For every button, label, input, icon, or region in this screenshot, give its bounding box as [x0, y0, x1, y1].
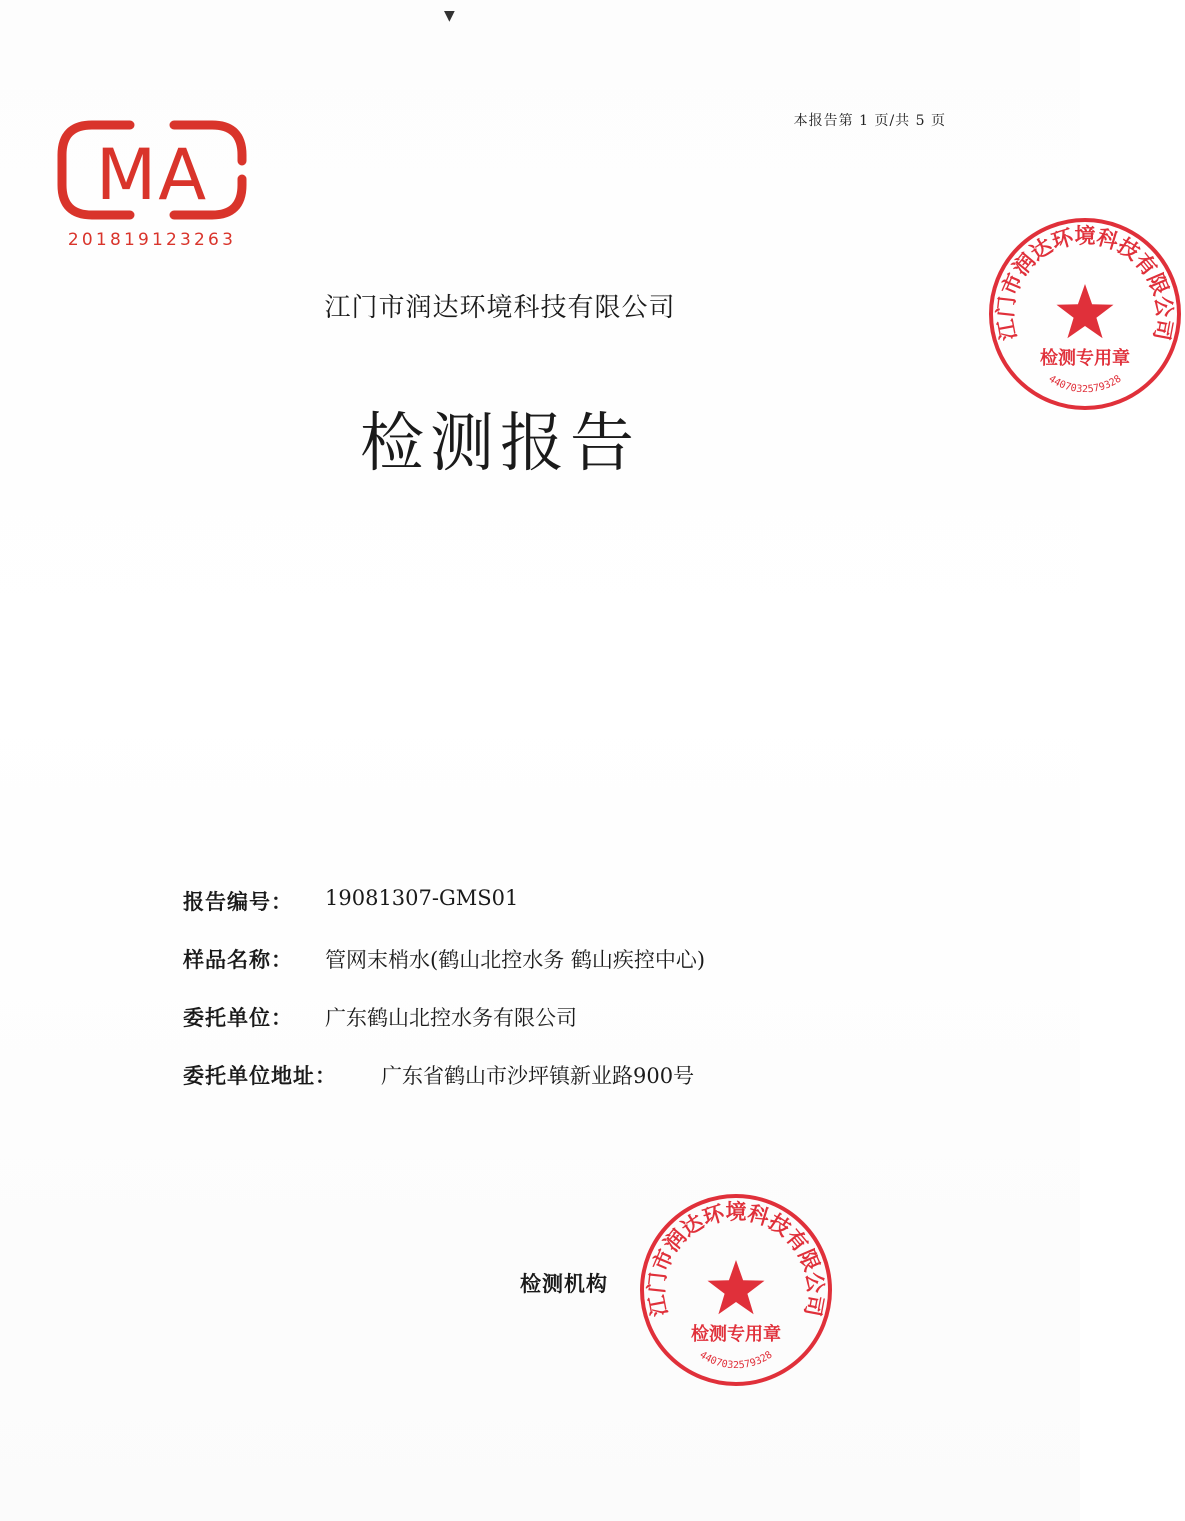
seal-number	[698, 1350, 775, 1372]
cma-number: 201819123263	[67, 230, 237, 250]
report-number-value: 19081307-GMS01	[325, 886, 519, 910]
edge-seal-stamp	[985, 214, 1185, 414]
edge-seal-number	[1047, 374, 1124, 396]
sample-name-value: 管网末梢水(鹤山北控水务 鹤山疾控中心)	[325, 948, 706, 972]
client-address-label: 委托单位地址：	[183, 1063, 337, 1088]
report-number-label: 报告编号：	[183, 889, 293, 914]
cma-logo-text: MA	[95, 134, 209, 216]
cma-logo	[52, 115, 252, 225]
client-value: 广东鹤山北控水务有限公司	[325, 1006, 577, 1030]
seal-number-path: 4407032579328	[697, 1349, 775, 1372]
sample-name-label: 样品名称：	[183, 947, 293, 972]
edge-seal-center-text: 检测专用章	[1040, 348, 1130, 369]
edge-seal-ring-path: 江门市润达环境科技有限公司	[993, 224, 1177, 343]
client-label: 委托单位：	[183, 1005, 293, 1030]
top-arrow-mark: ▼	[444, 8, 455, 24]
testing-agency-label: 检测机构	[520, 1271, 608, 1296]
client-address-value: 广东省鹤山市沙坪镇新业路900号	[381, 1064, 695, 1088]
star-icon	[708, 1260, 765, 1314]
page-counter: 本报告第 1 页/共 5 页	[793, 113, 946, 129]
company-name: 江门市润达环境科技有限公司	[324, 293, 676, 323]
testing-seal-stamp	[636, 1190, 836, 1390]
star-icon	[1057, 284, 1114, 338]
edge-seal-number-path: 4407032579328	[1046, 373, 1124, 396]
report-title: 检测报告	[360, 407, 640, 481]
seal-center-text: 检测专用章	[691, 1324, 781, 1345]
seal-ring-path: 江门市润达环境科技有限公司	[644, 1200, 828, 1319]
